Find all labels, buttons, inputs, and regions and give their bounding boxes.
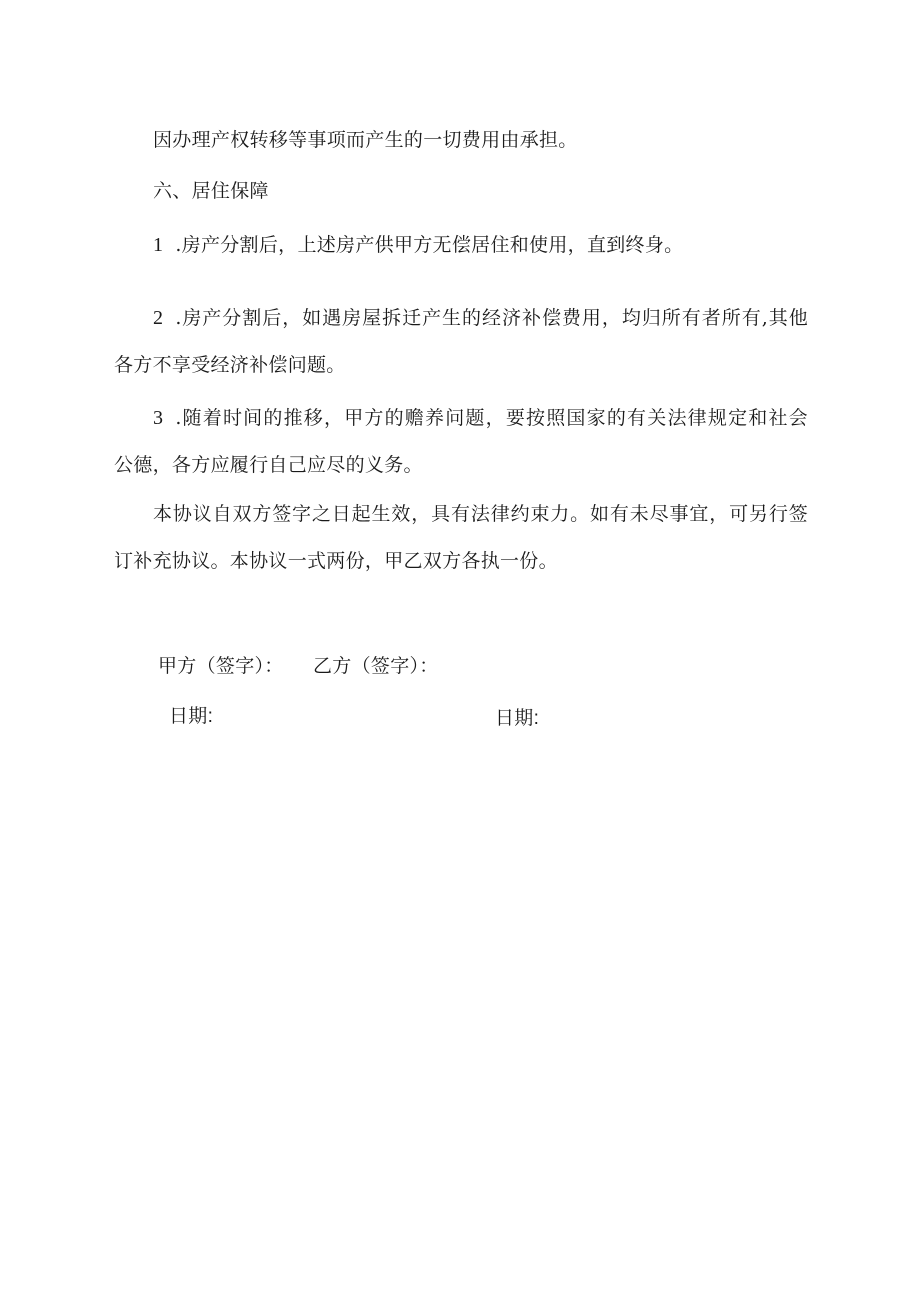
- section-heading: 六、居住保障: [153, 180, 269, 202]
- party-a-signature-label: 甲方（签字）：: [158, 655, 284, 677]
- item-2-line-1: [153, 305, 808, 331]
- party-b-date-text: 日期: [495, 707, 534, 729]
- party-b-date-colon: :: [533, 708, 540, 729]
- item-2-line-2: 各方不享受经济补偿问题。: [114, 354, 346, 376]
- item-2-text-1: .房产分割后，如遇房屋拆迁产生的经济补偿费用，均归所有者所有,其他: [175, 307, 808, 329]
- closing-line-1: 本协议自双方签字之日起生效，具有法律约束力。如有未尽事宜，可另行签: [153, 503, 808, 525]
- item-1-text: .房产分割后，上述房产供甲方无偿居住和使用，直到终身。: [175, 234, 684, 256]
- closing-line-2: 订补充协议。本协议一式两份，甲乙双方各执一份。: [114, 550, 558, 572]
- item-1: [153, 232, 683, 258]
- item-2-number: 2: [153, 307, 164, 329]
- paragraph-fee: 因办理产权转移等事项而产生的一切费用由承担。: [153, 129, 578, 151]
- item-3-text-1: .随着时间的推移，甲方的赡养问题，要按照国家的有关法律规定和社会: [175, 407, 808, 429]
- item-1-number: 1: [153, 234, 164, 256]
- party-a-date-colon: :: [207, 706, 214, 727]
- party-b-signature-label: 乙方（签字）：: [313, 655, 439, 677]
- item-3-number: 3: [153, 407, 164, 429]
- party-b-date-label: [495, 705, 539, 732]
- party-a-date-label: [169, 703, 213, 730]
- item-3-line-2: 公德，各方应履行自己应尽的义务。: [114, 454, 423, 476]
- item-3-line-1: [153, 405, 808, 431]
- party-a-date-text: 日期: [169, 705, 208, 727]
